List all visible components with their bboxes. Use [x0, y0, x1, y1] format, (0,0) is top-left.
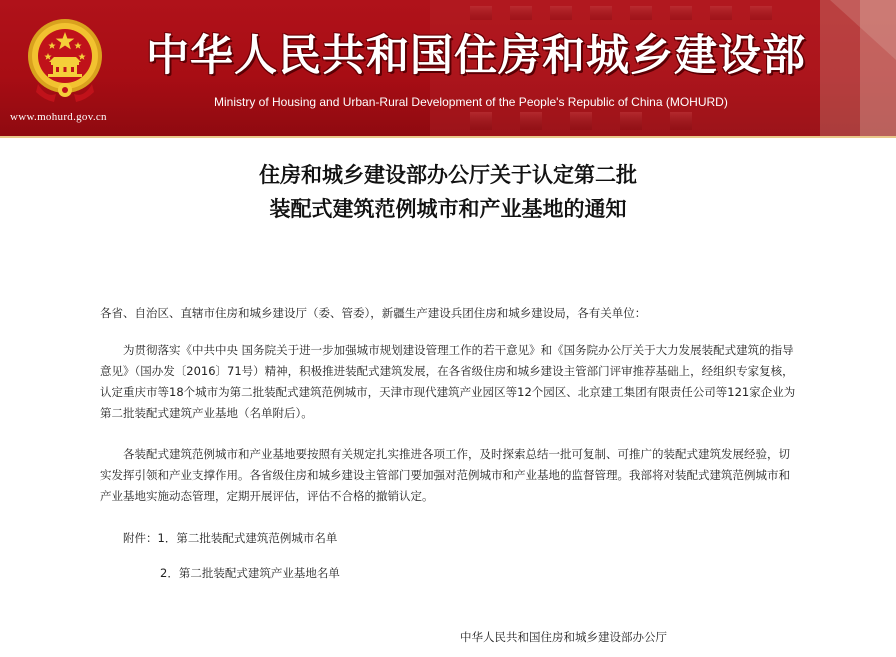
banner-divider — [0, 136, 896, 138]
document-signature: 中华人民共和国住房和城乡建设部办公厅 — [460, 630, 667, 644]
document-title-line-2: 装配式建筑范例城市和产业基地的通知 — [269, 197, 627, 221]
national-emblem-icon — [26, 14, 104, 106]
ministry-name-chinese: 中华人民共和国住房和城乡建设部 — [146, 31, 806, 81]
ministry-name-english: Ministry of Housing and Urban-Rural Development of the People's Republic of China (MOHURD) — [214, 95, 728, 109]
attachment-item-2[interactable]: 2．第二批装配式建筑产业基地名单 — [160, 566, 340, 580]
document-title — [0, 158, 896, 226]
site-url[interactable]: www.mohurd.gov.cn — [10, 111, 107, 123]
document-title-line-1: 住房和城乡建设部办公厅关于认定第二批 — [259, 163, 637, 187]
document-paragraph-1: 为贯彻落实《中共中央 国务院关于进一步加强城市规划建设管理工作的若干意见》和《国务院办公厅关于大力发展装配式建筑的指导意见》（国办发〔2016〕71号）精神，积极推进装配式建筑发展，在各省级住房和城乡建设主管部门评审推荐基础上，经组织专家复核，认定重庆市等18个城市为第二批装配式建筑范例城市，天津市现代建筑产业园区等12个园区、北京建工集团有限责任公司等121家企业为第二批装配式建筑产业基地（名单附后）。 — [100, 343, 796, 420]
attachment-item-1[interactable]: 附件：1．第二批装配式建筑范例城市名单 — [123, 531, 338, 545]
document-paragraph-2: 各装配式建筑范例城市和产业基地要按照有关规定扎实推进各项工作，及时探索总结一批可复制、可推广的装配式建筑发展经验，切实发挥引领和产业支撑作用。各省级住房和城乡建设主管部门要加强对范例城市和产业基地的监督管理。我部将对装配式建筑范例城市和产业基地实施动态管理，定期开展评估，评估不合格的撤销认定。 — [100, 447, 790, 503]
document-salutation: 各省、自治区、直辖市住房和城乡建设厅（委、管委），新疆生产建设兵团住房和城乡建设局，各有关单位： — [100, 306, 647, 320]
site-header-banner — [0, 0, 896, 138]
